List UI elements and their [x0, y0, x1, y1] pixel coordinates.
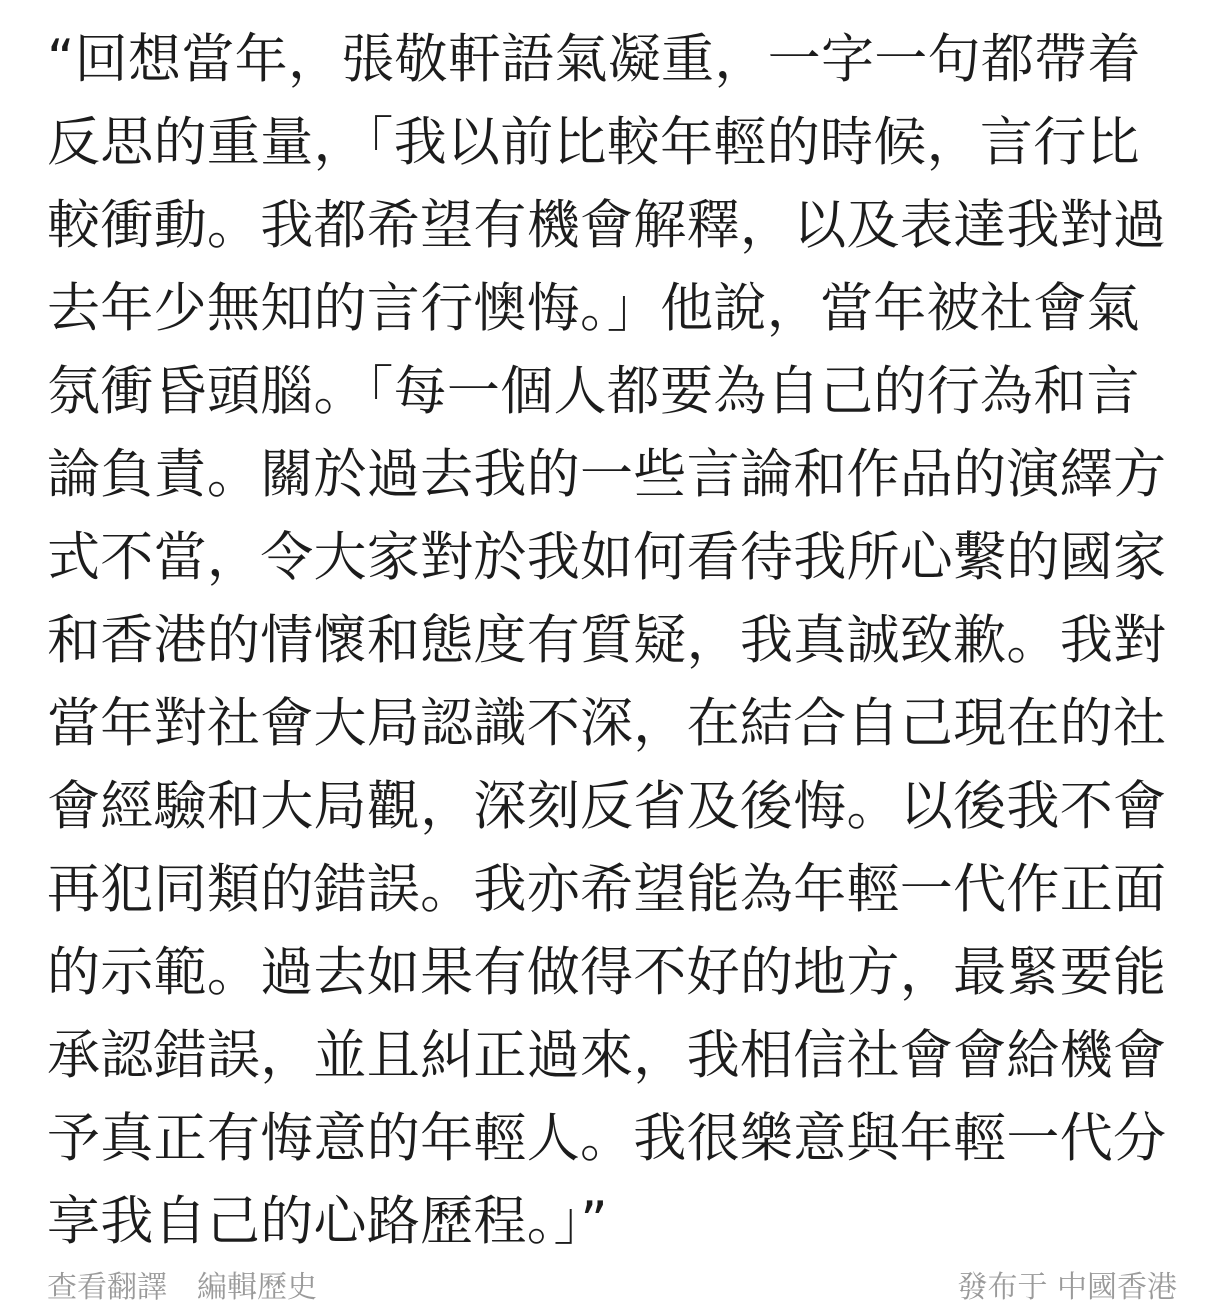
post-text-line: 論負責。關於過去我的一些言論和作品的演繹方: [47, 444, 1167, 505]
post-text-line: 氛衝昏頭腦。「每一個人都要為自己的行為和言: [47, 361, 1140, 422]
translate-link[interactable]: 查看翻譯: [47, 1270, 167, 1305]
post-text-line: 較衝動。我都希望有機會解釋，以及表達我對過: [47, 195, 1167, 256]
post-text-line: 和香港的情懷和態度有質疑，我真誠致歉。我對: [47, 610, 1167, 671]
post-text-line: 當年對社會大局認識不深，在結合自己現在的社: [47, 693, 1167, 754]
post-footer: [47, 1268, 1177, 1308]
post-text-line: 予真正有悔意的年輕人。我很樂意與年輕一代分: [47, 1108, 1167, 1169]
post-body: [47, 18, 1177, 1263]
footer-actions: [47, 1268, 317, 1308]
post-text-line: 享我自己的心路歷程。」”: [47, 1191, 609, 1252]
post-text-line: 的示範。過去如果有做得不好的地方，最緊要能: [47, 942, 1167, 1003]
post-text-line: 承認錯誤，並且糾正過來，我相信社會會給機會: [47, 1025, 1167, 1086]
post-location-info: 發布于 中國香港: [957, 1270, 1177, 1305]
post-text-line: 反思的重量，「我以前比較年輕的時候，言行比: [47, 112, 1140, 173]
edit-history-link[interactable]: 編輯歷史: [197, 1270, 317, 1305]
post-text-line: 式不當，令大家對於我如何看待我所心繫的國家: [47, 527, 1167, 588]
post-text-line: 再犯同類的錯誤。我亦希望能為年輕一代作正面: [47, 859, 1167, 920]
post-text-line: 去年少無知的言行懊悔。」他說，當年被社會氣: [47, 278, 1140, 339]
post-text-line: “回想當年，張敬軒語氣凝重，一字一句都帶着: [47, 29, 1141, 90]
post-text-line: 會經驗和大局觀，深刻反省及後悔。以後我不會: [47, 776, 1167, 837]
